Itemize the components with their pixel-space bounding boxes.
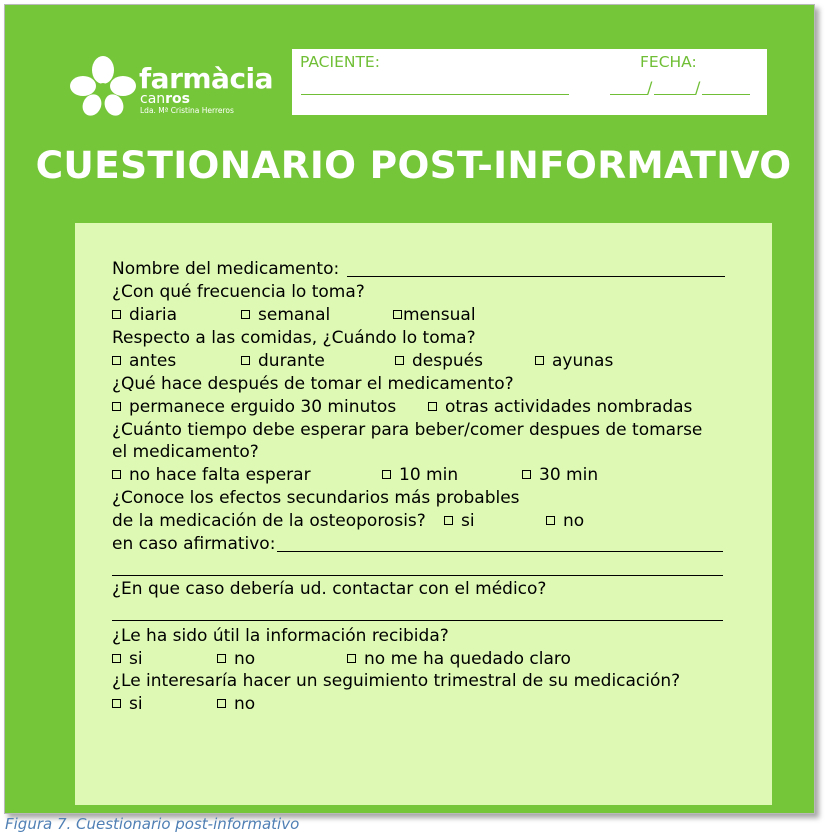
question-followup: ¿Le interesaría hacer un seguimiento trimestral de su medicación? [112, 671, 681, 691]
question-side-effects-line1: ¿Conoce los efectos secundarios más probables [112, 488, 520, 508]
option-wait-30[interactable] [522, 465, 598, 485]
question-frequency: ¿Con qué frecuencia lo toma? [112, 282, 365, 302]
checkbox[interactable] [112, 310, 121, 319]
checkbox[interactable] [428, 402, 437, 411]
question-wait-time-line2: el medicamento? [112, 442, 259, 462]
checkbox[interactable] [241, 310, 250, 319]
option-label: después [412, 351, 483, 371]
option-label: no [234, 694, 256, 714]
option-useful-no[interactable] [217, 649, 255, 669]
option-effects-yes[interactable] [444, 511, 475, 531]
medicine-name-field[interactable] [347, 276, 725, 277]
checkbox[interactable] [112, 402, 121, 411]
date-label: FECHA: [640, 53, 697, 71]
option-label: si [461, 511, 475, 531]
date-day-field[interactable] [610, 94, 648, 95]
option-meal-before[interactable] [112, 351, 176, 371]
date-month-field[interactable] [654, 94, 696, 95]
option-label: no [234, 649, 256, 669]
option-meal-fasting[interactable] [535, 351, 613, 371]
patient-label: PACIENTE: [300, 53, 380, 71]
question-side-effects-line2: de la medicación de la osteoporosis? [112, 511, 426, 531]
option-meal-during[interactable] [241, 351, 325, 371]
figure-caption: Figura 7. Cuestionario post-informativo [5, 815, 300, 833]
option-other-activities[interactable] [428, 397, 692, 417]
option-frequency-monthly[interactable] [393, 305, 476, 325]
checkbox[interactable] [112, 699, 121, 708]
question-meals: Respecto a las comidas, ¿Cuándo lo toma? [112, 328, 476, 348]
flower-logo-icon [70, 55, 136, 117]
date-separator: / [647, 78, 653, 97]
option-label: permanece erguido 30 minutos [129, 397, 397, 417]
option-label: ayunas [552, 351, 614, 371]
question-medicine-name: Nombre del medicamento: [112, 259, 340, 279]
option-useful-unclear[interactable] [347, 649, 571, 669]
option-followup-no[interactable] [217, 694, 255, 714]
option-label: no [563, 511, 585, 531]
option-label: semanal [258, 305, 331, 325]
option-label: durante [258, 351, 325, 371]
checkbox[interactable] [217, 699, 226, 708]
brand-logo [139, 62, 274, 116]
brand-subname-prefix: can [140, 91, 166, 107]
option-label: 30 min [539, 465, 599, 485]
checkbox[interactable] [444, 516, 453, 525]
checkbox[interactable] [112, 470, 121, 479]
option-no-wait[interactable] [112, 465, 311, 485]
option-label: mensual [403, 305, 476, 325]
checkbox[interactable] [112, 356, 121, 365]
option-label: diaria [129, 305, 178, 325]
option-wait-10[interactable] [382, 465, 458, 485]
questionnaire-card [4, 4, 815, 814]
checkbox[interactable] [347, 654, 356, 663]
checkbox[interactable] [522, 470, 531, 479]
checkbox[interactable] [546, 516, 555, 525]
option-label: no me ha quedado claro [364, 649, 571, 669]
patient-field[interactable] [301, 94, 569, 95]
question-affirmative: en caso afirmativo: [112, 534, 276, 554]
patient-date-box [292, 49, 767, 115]
contact-doctor-field[interactable] [112, 620, 723, 621]
brand-name: farmàcia [139, 62, 274, 95]
option-meal-after[interactable] [395, 351, 483, 371]
option-label: no hace falta esperar [129, 465, 311, 485]
option-useful-yes[interactable] [112, 649, 143, 669]
option-frequency-weekly[interactable] [241, 305, 330, 325]
question-after-taking: ¿Qué hace después de tomar el medicamento? [112, 374, 514, 394]
option-label: antes [129, 351, 177, 371]
option-followup-yes[interactable] [112, 694, 143, 714]
brand-subname-bold: ros [165, 91, 191, 107]
checkbox[interactable] [395, 356, 404, 365]
checkbox[interactable] [112, 654, 121, 663]
checkbox[interactable] [535, 356, 544, 365]
option-label: si [129, 649, 143, 669]
checkbox[interactable] [217, 654, 226, 663]
option-frequency-daily[interactable] [112, 305, 177, 325]
option-stay-upright[interactable] [112, 397, 396, 417]
question-useful-info: ¿Le ha sido útil la información recibida? [112, 626, 449, 646]
option-label: otras actividades nombradas [445, 397, 693, 417]
affirmative-field[interactable] [277, 551, 723, 552]
option-effects-no[interactable] [546, 511, 584, 531]
option-label: 10 min [399, 465, 459, 485]
date-separator: / [695, 78, 701, 97]
affirmative-field-continued[interactable] [112, 575, 723, 576]
checkbox[interactable] [393, 310, 402, 319]
date-year-field[interactable] [702, 94, 750, 95]
question-contact-doctor: ¿En que caso debería ud. contactar con el médico? [112, 579, 547, 599]
option-label: si [129, 694, 143, 714]
page-title: CUESTIONARIO POST-INFORMATIVO [35, 143, 792, 187]
checkbox[interactable] [382, 470, 391, 479]
brand-license: Lda. Mª Cristina Herreros [140, 106, 234, 115]
checkbox[interactable] [241, 356, 250, 365]
question-wait-time-line1: ¿Cuánto tiempo debe esperar para beber/comer despues de tomarse [112, 420, 703, 440]
